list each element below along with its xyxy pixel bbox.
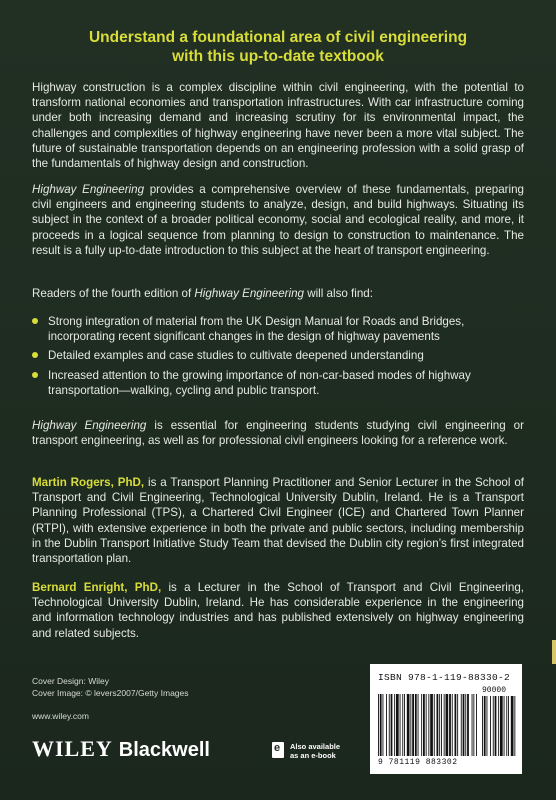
- barcode-bar: [473, 694, 474, 756]
- barcode-bar: [394, 694, 395, 756]
- barcode-bars: [378, 694, 478, 756]
- barcode-bar: [378, 694, 379, 756]
- barcode-bar: [434, 694, 435, 756]
- author-bio-rogers: [32, 475, 524, 566]
- barcode-bar: [437, 694, 439, 756]
- barcode-bar: [498, 696, 499, 756]
- barcode-bar: [482, 696, 483, 756]
- barcode-bar: [506, 696, 507, 756]
- barcode-bar: [490, 696, 491, 756]
- barcode-bar: [389, 694, 390, 756]
- author-bio-enright: [32, 580, 524, 641]
- intro-paragraph: Highway construction is a complex discipline within civil engineering, with the potential to transform national economies and transportation infrastructures. With car infrastructure coming under both increasing demand and increasing scrutiny for its environmental impact, the challenges and complexities of highway engineering have never been a more vital subject. The future of sustainable transportation depends on an engineering profession with a solid grasp of the fundamentals of highway design and construction.: [32, 81, 524, 171]
- bullet-icon: [32, 372, 38, 378]
- barcode-bar: [402, 694, 403, 756]
- barcode-bar: [476, 694, 477, 756]
- barcode-bar: [426, 694, 427, 756]
- barcode-bar: [455, 694, 457, 756]
- cover-credits: [32, 675, 189, 699]
- headline-line-1: Understand a foundational area of civil engineering: [88, 29, 468, 46]
- bullet-icon: [32, 352, 38, 358]
- barcode-bar: [504, 696, 505, 756]
- book-title: Highway Engineering: [32, 419, 147, 432]
- barcode-bar: [423, 694, 425, 756]
- readers-after: will also find:: [304, 287, 373, 300]
- logo-wiley: WILEY: [32, 736, 113, 761]
- edge-mark: [552, 640, 556, 664]
- isbn-barcode: [370, 664, 522, 774]
- book-title: Highway Engineering: [194, 287, 304, 300]
- barcode-bar: [467, 694, 469, 756]
- closing-text: is essential for engineering students studying civil engineering or transport engineering, as well as for professional civil engineers looking for a reference work.: [32, 419, 524, 448]
- barcode-bar: [430, 694, 433, 756]
- barcode-bar: [495, 696, 497, 756]
- barcode-bar: [493, 696, 494, 756]
- barcode-bar: [428, 694, 429, 756]
- list-item: [32, 314, 524, 344]
- publisher-logo: [32, 736, 210, 762]
- barcode-bar: [386, 694, 387, 756]
- barcode-bar: [439, 694, 440, 756]
- barcode-bar: [472, 694, 473, 756]
- barcode-bar: [418, 694, 419, 756]
- list-item-text: Detailed examples and case studies to cultivate deepened understanding: [48, 349, 424, 363]
- barcode-digits: 9 781119 883302: [378, 758, 458, 767]
- barcode-bar: [461, 694, 462, 756]
- barcode-bar: [421, 694, 422, 756]
- ebook-line-2: as an e-book: [290, 751, 336, 760]
- closing-paragraph: [32, 418, 524, 448]
- overview-paragraph: [32, 182, 524, 258]
- barcode-bar: [404, 694, 405, 756]
- book-title: Highway Engineering: [32, 183, 145, 196]
- author-name: Martin Rogers, PhD,: [32, 476, 145, 489]
- list-item-text: Strong integration of material from the UK Design Manual for Roads and Bridges, incorporating recent significant changes in the design of highway pavements: [48, 315, 465, 344]
- barcode-bar: [452, 694, 453, 756]
- barcode-bar: [487, 696, 488, 756]
- cover-design-credit: Cover Design: Wiley: [32, 676, 109, 686]
- author-bio-text: is a Transport Planning Practitioner and Senior Lecturer in the School of Transport and Civil Engineering, Technological University Dublin, Ireland. He is a Transport Planning Professional (TPS), a Chartered Civil Engineer (ICE) and Chartered Town Planner (RTPI), with extensive experience in both the private and public sectors, including membership in the Dublin Transport Initiative Study Team that devised the Dublin city region’s first integrated transportation plan.: [32, 476, 524, 566]
- barcode-bar: [457, 694, 458, 756]
- barcode-bar: [415, 694, 417, 756]
- ebook-icon: [272, 742, 284, 758]
- price-code: 90000: [482, 686, 507, 695]
- barcode-bar: [484, 696, 486, 756]
- barcode-bar: [391, 694, 393, 756]
- barcode-bar: [514, 696, 515, 756]
- barcode-addon-bars: [482, 696, 516, 756]
- barcode-bar: [407, 694, 410, 756]
- barcode-bar: [410, 694, 411, 756]
- barcode-bar: [446, 694, 449, 756]
- cover-image-credit: Cover Image: © levers2007/Getty Images: [32, 688, 189, 698]
- barcode-bar: [400, 694, 401, 756]
- headline: [40, 28, 516, 66]
- readers-intro: [32, 286, 524, 301]
- author-bio-text: is a Lecturer in the School of Transport and Civil Engineering, Technological University Dublin, Ireland. He has considerable experience in the engineering and information technology industries and has published extensively on highway engineering and related subjects.: [32, 581, 524, 640]
- feature-list: [32, 314, 524, 402]
- barcode-bar: [465, 694, 466, 756]
- bullet-icon: [32, 318, 38, 324]
- headline-line-2: with this up-to-date textbook: [172, 48, 384, 65]
- barcode-bar: [441, 694, 442, 756]
- logo-blackwell: Blackwell: [118, 739, 210, 761]
- readers-before: Readers of the fourth edition of: [32, 287, 195, 300]
- isbn-text: ISBN 978-1-119-88330-2: [378, 672, 511, 683]
- barcode-bar: [449, 694, 451, 756]
- overview-text: provides a comprehensive overview of these fundamentals, preparing civil engineers and engineering students to analyze, design, and build highways. Situating its subject in the context of a broader political economy, social and ecological reality, and more, it proceeds in a logical sequence from planning to design to construction to maintenance. The result is a fully up-to-date introduction to this subject at the heart of transport engineering.: [32, 183, 524, 257]
- list-item-text: Increased attention to the growing importance of non-car-based modes of highway transportation—walking, cycling and public transport.: [48, 368, 471, 397]
- publisher-website: www.wiley.com: [32, 711, 89, 721]
- barcode-bar: [463, 694, 465, 756]
- ebook-line-1: Also available: [290, 742, 341, 751]
- author-name: Bernard Enright, PhD,: [32, 581, 162, 594]
- barcode-bar: [380, 694, 382, 756]
- barcode-bar: [412, 694, 414, 756]
- barcode-bar: [508, 696, 509, 756]
- list-item: [32, 348, 524, 363]
- ebook-notice: [272, 742, 340, 760]
- barcode-bar: [511, 696, 514, 756]
- barcode-bar: [396, 694, 399, 756]
- list-item: [32, 368, 524, 398]
- barcode-bar: [444, 694, 445, 756]
- barcode-bar: [383, 694, 384, 756]
- barcode-bar: [500, 696, 503, 756]
